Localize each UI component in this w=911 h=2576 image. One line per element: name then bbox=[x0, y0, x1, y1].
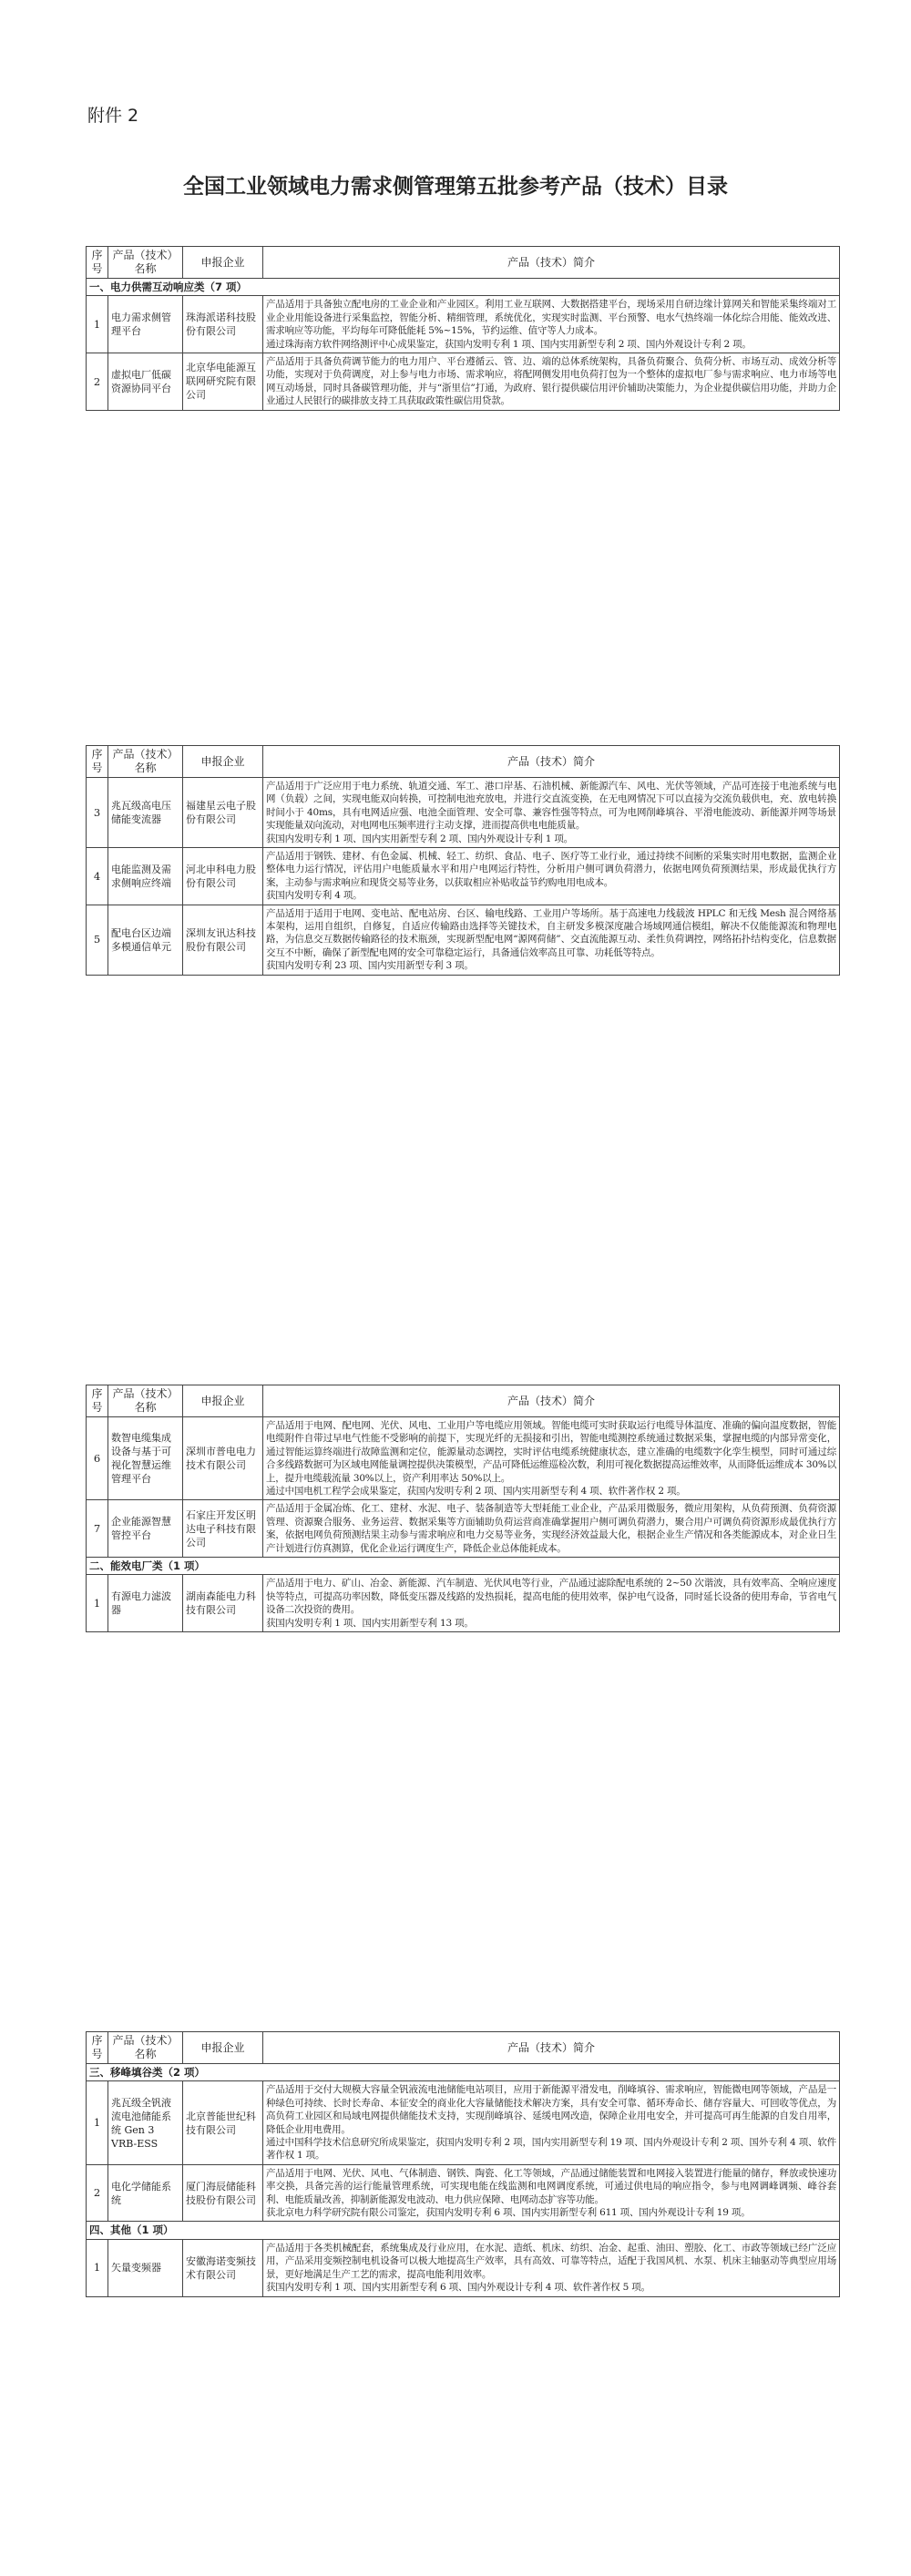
item-seq: 1 bbox=[87, 296, 108, 353]
item-name: 兆瓦级全钒液流电池储能系统 Gen 3 VRB-ESS bbox=[108, 2081, 183, 2164]
table-row bbox=[87, 2164, 840, 2222]
item-company: 珠海派诺科技股份有限公司 bbox=[183, 296, 263, 353]
item-name: 电力需求侧管理平台 bbox=[108, 296, 183, 353]
item-intro: 产品适用于钢铁、建材、有色金属、机械、轻工、纺织、食品、电子、医疗等工业行业，通过持续不间断的采集实时用电数据，监测企业整体电力运行情况，评估用户电能质量水平和用户电网运行特性，分析用户侧可调负荷潜力，依据电网负荷预测结果，形成最优执行方案，主动参与需求响应和现货交易等业务，以获取相应补贴收益节约购电用电成本。 获国内发明专利 4 项。 bbox=[263, 848, 840, 905]
item-intro: 产品适用于电网、光伏、风电、气体制造、钢铁、陶瓷、化工等领域，产品通过储能装置和电网接入装置进行能量的储存，释放或快速功率交换，具备完善的运行能量管理系统，可实现电能在线监测和电网调度系统，可通过供电局的响应指令，参与电网调峰调频、峰谷套利、电能质量改善，抑制新能源发电波动、电力供应保障、电网动态扩容等功能。 获北京电力科学研究院有限公司鉴定，获国内发明专利 6 项、国内实用新型专利 611 项、国内外观设计专利 19 项。 bbox=[263, 2164, 840, 2222]
item-seq: 2 bbox=[87, 2164, 108, 2222]
item-company: 安徽海诺变频技术有限公司 bbox=[183, 2239, 263, 2296]
table-row bbox=[87, 1575, 840, 1632]
table-header-row bbox=[87, 1385, 840, 1417]
item-seq: 3 bbox=[87, 778, 108, 848]
item-company: 湖南森能电力科技有限公司 bbox=[183, 1575, 263, 1632]
table-row bbox=[87, 2239, 840, 2296]
section-heading: 三、移峰填谷类（2 项） bbox=[87, 2064, 840, 2081]
item-company: 石家庄开发区明达电子科技有限公司 bbox=[183, 1500, 263, 1558]
item-name: 电化学储能系统 bbox=[108, 2164, 183, 2222]
section-heading: 四、其他（1 项） bbox=[87, 2222, 840, 2239]
table-row bbox=[87, 848, 840, 905]
section-row bbox=[87, 279, 840, 296]
item-company: 深圳友讯达科技股份有限公司 bbox=[183, 905, 263, 975]
item-name: 兆瓦级高电压储能变流器 bbox=[108, 778, 183, 848]
table-row bbox=[87, 905, 840, 975]
item-name: 虚拟电厂低碳资源协同平台 bbox=[108, 353, 183, 411]
item-seq: 6 bbox=[87, 1417, 108, 1500]
item-intro: 产品适用于广泛应用于电力系统、轨道交通、军工、港口岸基、石油机械、新能源汽车、风电、光伏等领域，产品可连接于电池系统与电网（负载）之间，实现电能双向转换，可控制电池充放电，并进行交直流变换，在无电网情况下可以直接为交流负载供电，充、放电转换时间小于 40ms，具有电网适应强、电池全面管理、安全可靠、兼容性强等特点，可为电网削峰填谷、平滑电能波动、新能源并网等场景实现能量双向流动，对电网电压频率进行主动支撑，进而提高供电电能质量。 获国内发明专利 1 项、国内实用新型专利 2 项、国内外观设计专利 1 项。 bbox=[263, 778, 840, 848]
header-name: 产品（技术）名称 bbox=[108, 746, 183, 778]
header-company: 申报企业 bbox=[183, 746, 263, 778]
item-intro: 产品适用于具备负荷调节能力的电力用户、平台遵循云、管、边、端的总体系统架构，具备负荷聚合、负荷分析、市场互动、成效分析等功能，实现对于负荷调度，对上参与电力市场、需求响应，将配网侧发用电负荷打包为一个整体的虚拟电厂参与需求响应、电力市场等电网互动场景，同时具备碳管理功能，并与“浙里信”打通，为政府、银行提供碳信用评价辅助决策能力，为企业提供碳信用功能，并助力企业通过人民银行的碳排放支持工具获取政策性碳信用贷款。 bbox=[263, 353, 840, 411]
item-company: 厦门海辰储能科技股份有限公司 bbox=[183, 2164, 263, 2222]
header-company: 申报企业 bbox=[183, 247, 263, 279]
item-name: 矢量变频器 bbox=[108, 2239, 183, 2296]
item-intro: 产品适用于交付大规模大容量全钒液流电池储能电站项目，应用于新能源平滑发电，削峰填谷、需求响应，智能微电网等领域，产品是一种绿色可持续、长时长寿命、本征安全的商业化大容量储能技术解决方案，具有安全可靠、循环寿命长、储存容量大、可回收等优点，为高负荷工业园区和局域电网提供储能技术支持，实现削峰填谷、延缓电网改造，保障企业用电安全，并可提高可再生能源的自发自用率，降低企业用电费用。 通过中国科学技术信息研究所成果鉴定，获国内发明专利 2 项，国内实用新型专利 19 项、国内外观设计专利 2 项、国外专利 4 项、软件著作权 1 项。 bbox=[263, 2081, 840, 2164]
table-row bbox=[87, 296, 840, 353]
header-seq: 序号 bbox=[87, 1385, 108, 1417]
item-company: 河北申科电力股份有限公司 bbox=[183, 848, 263, 905]
header-intro: 产品（技术）简介 bbox=[263, 2032, 840, 2064]
header-name: 产品（技术）名称 bbox=[108, 247, 183, 279]
catalog-table bbox=[86, 2031, 840, 2297]
item-seq: 7 bbox=[87, 1500, 108, 1558]
header-seq: 序号 bbox=[87, 247, 108, 279]
item-company: 深圳市普电电力技术有限公司 bbox=[183, 1417, 263, 1500]
item-seq: 1 bbox=[87, 1575, 108, 1632]
table-header-row bbox=[87, 247, 840, 279]
item-seq: 2 bbox=[87, 353, 108, 411]
header-intro: 产品（技术）简介 bbox=[263, 746, 840, 778]
item-seq: 5 bbox=[87, 905, 108, 975]
header-name: 产品（技术）名称 bbox=[108, 1385, 183, 1417]
table-header-row bbox=[87, 746, 840, 778]
item-seq: 1 bbox=[87, 2239, 108, 2296]
item-intro: 产品适用于金属冶炼、化工、建材、水泥、电子、装备制造等大型耗能工业企业，产品采用微服务，微应用架构，从负荷预测、负荷资源管理、资源聚合服务、业务运营、数据采集等方面辅助负荷运营商准确掌握用户侧可调负荷潜力，聚合用户可调负荷资源形成最优执行方案，依据电网负荷预测结果主动参与需求响应和电力交易等业务，实现经济效益最大化，根据企业生产情况和各类能源成本，对企业日生产计划进行仿真测算，优化企业运行调度生产，降低企业总体能耗成本。 bbox=[263, 1500, 840, 1558]
item-intro: 产品适用于电网、配电网、光伏、风电、工业用户等电缆应用领域。智能电缆可实时获取运行电缆导体温度、准确的偏向温度数据，智能电缆附件自带过早电气性能不受影响的前提下，实现光纤的无损接和引出，智能电缆测控系统通过数据采集，掌握电缆的内部异常变化，通过智能运算终端进行故障监测和定位，能源量动态调控，实时评估电缆系统健康状态，建立准确的电缆数字化孪生模型，同时可通过综合多线路数据可为区域电网能量调控提供决策模型，产品可降低运维巡检次数，利用可视化数据提高运维效率，从而降低运维成本 30%以上，提升电缆载流量 30%以上，资产利用率达 50%以上。 通过中国电机工程学会成果鉴定，获国内发明专利 2 项、国内实用新型专利 4 项、软件著作权 2 项。 bbox=[263, 1417, 840, 1500]
table-row bbox=[87, 778, 840, 848]
header-name: 产品（技术）名称 bbox=[108, 2032, 183, 2064]
catalog-table bbox=[86, 1385, 840, 1632]
attachment-label: 附件 2 bbox=[87, 106, 139, 126]
page-title: 全国工业领域电力需求侧管理第五批参考产品（技术）目录 bbox=[183, 175, 728, 199]
item-name: 企业能源智慧管控平台 bbox=[108, 1500, 183, 1558]
item-seq: 1 bbox=[87, 2081, 108, 2164]
header-company: 申报企业 bbox=[183, 1385, 263, 1417]
section-heading: 二、能效电厂类（1 项） bbox=[87, 1558, 840, 1575]
header-seq: 序号 bbox=[87, 2032, 108, 2064]
table-header-row bbox=[87, 2032, 840, 2064]
header-seq: 序号 bbox=[87, 746, 108, 778]
item-company: 福建星云电子股份有限公司 bbox=[183, 778, 263, 848]
table-row bbox=[87, 1417, 840, 1500]
item-intro: 产品适用于具备独立配电房的工业企业和产业园区。利用工业互联网、大数据搭建平台，现场采用自研边缘计算网关和智能采集终端对工业企业用能设备进行采集监控，智能分析、精细管理，系统优化，实现实时监测、平台预警、电水气热终端一体化综合用能、能效改进、需求响应等功能，平均每年可降低能耗 5%~15%，节约运维、值守等人力成本。 通过珠海南方软件网络测评中心成果鉴定，获国内发明专利 1 项、国内实用新型专利 2 项、国内外观设计专利 2 项。 bbox=[263, 296, 840, 353]
table-row bbox=[87, 1500, 840, 1558]
item-name: 有源电力滤波器 bbox=[108, 1575, 183, 1632]
item-name: 电能监测及需求侧响应终端 bbox=[108, 848, 183, 905]
catalog-table bbox=[86, 246, 840, 411]
section-row bbox=[87, 2222, 840, 2239]
section-row bbox=[87, 1558, 840, 1575]
item-intro: 产品适用于电力、矿山、冶金、新能源、汽车制造、光伏风电等行业，产品通过滤除配电系统的 2~50 次谐波，具有效率高、全响应速度快等特点，可提高功率因数，降低变压器及线路的发热损耗，提高电能的使用效率，保护电气设备，同时延长设备的使用寿命，节省电气设备二次投资的费用。 获国内发明专利 1 项、国内实用新型专利 13 项。 bbox=[263, 1575, 840, 1632]
item-intro: 产品适用于适用于电网、变电站、配电站房、台区、输电线路、工业用户等场所。基于高速电力线载波 HPLC 和无线 Mesh 混合网络基本架构，运用自组织，自修复，自适应传输路由选择等关键技术，自主研发多模深度融合场域网通信模组，解决不仅能能源流和物理电路，为信息交互数据传输路径的技术瓶颈，实现新型配电网“源网荷储”、交直流能源互动、柔性负荷调控，网络拓扑结构变化，信息数据交互不中断，确保了新型配电网的安全可靠稳定运行，具备通信效率高且可靠、功耗低等特点。 获国内发明专利 23 项、国内实用新型专利 3 项。 bbox=[263, 905, 840, 975]
item-name: 配电台区边端多模通信单元 bbox=[108, 905, 183, 975]
header-company: 申报企业 bbox=[183, 2032, 263, 2064]
table-row bbox=[87, 353, 840, 411]
item-company: 北京华电能源互联网研究院有限公司 bbox=[183, 353, 263, 411]
table-row bbox=[87, 2081, 840, 2164]
section-heading: 一、电力供需互动响应类（7 项） bbox=[87, 279, 840, 296]
catalog-table bbox=[86, 745, 840, 976]
item-seq: 4 bbox=[87, 848, 108, 905]
item-company: 北京普能世纪科技有限公司 bbox=[183, 2081, 263, 2164]
item-intro: 产品适用于各类机械配套，系统集成及行业应用，在水泥、造纸、机床、纺织、冶金、起重、油田、塑胶、化工、市政等领域已经广泛应用，产品采用变频控制电机设备可以极大地提高生产效率，具有高效、可靠等特点，适配于我国风机、水泵、机床主轴驱动等典型应用场景，更好地满足生产工艺的需求，提高电能利用效率。 获国内发明专利 1 项、国内实用新型专利 6 项、国内外观设计专利 4 项、软件著作权 5 项。 bbox=[263, 2239, 840, 2296]
header-intro: 产品（技术）简介 bbox=[263, 247, 840, 279]
item-name: 数智电缆集成设备与基于可视化智慧运维管理平台 bbox=[108, 1417, 183, 1500]
section-row bbox=[87, 2064, 840, 2081]
header-intro: 产品（技术）简介 bbox=[263, 1385, 840, 1417]
